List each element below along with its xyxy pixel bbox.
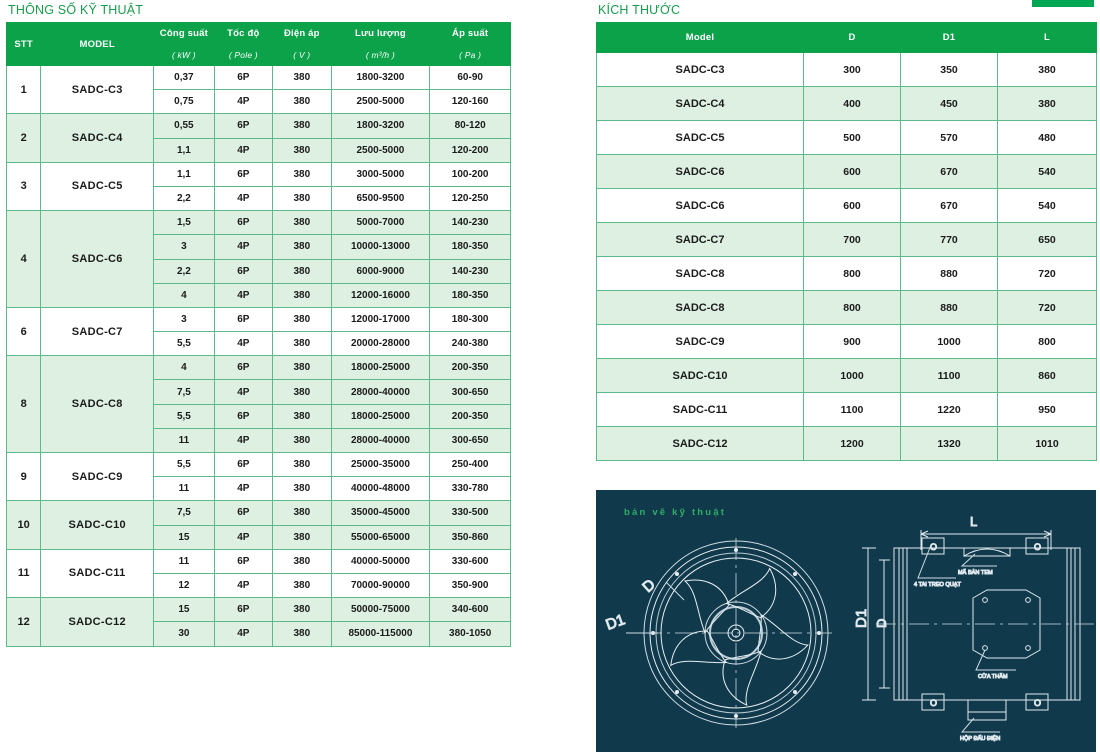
cell-power: 0,37 — [154, 66, 214, 90]
dim-col-d1: D1 — [901, 23, 998, 53]
front-view-drawing — [604, 538, 832, 728]
cell-d1: 570 — [901, 121, 998, 155]
cell-voltage: 380 — [273, 186, 331, 210]
cell-speed: 4P — [214, 573, 272, 597]
cell-power: 5,5 — [154, 332, 214, 356]
table-row — [7, 501, 511, 525]
cell-speed: 4P — [214, 477, 272, 501]
cell-stt: 12 — [7, 598, 41, 646]
cell-d: 800 — [804, 291, 901, 325]
cell-voltage: 380 — [273, 453, 331, 477]
cell-model: SADC-C3 — [41, 66, 154, 114]
cell-d1: 1100 — [901, 359, 998, 393]
cell-pressure: 180-350 — [430, 235, 511, 259]
cell-model: SADC-C4 — [597, 87, 804, 121]
cell-speed: 4P — [214, 235, 272, 259]
cell-d: 500 — [804, 121, 901, 155]
dim-table-head — [597, 23, 1097, 53]
cell-flow: 2500-5000 — [331, 90, 430, 114]
table-row — [7, 162, 511, 186]
spec-unit-speed: ( Pole ) — [214, 45, 272, 66]
cell-voltage: 380 — [273, 380, 331, 404]
cell-voltage: 380 — [273, 283, 331, 307]
cell-pressure: 100-200 — [430, 162, 511, 186]
cell-power: 3 — [154, 307, 214, 331]
cell-pressure: 340-600 — [430, 598, 511, 622]
cell-power: 1,1 — [154, 162, 214, 186]
table-row — [597, 359, 1097, 393]
cell-power: 15 — [154, 525, 214, 549]
spec-col-pressure: Áp suất — [430, 23, 511, 45]
spec-unit-flow: ( m³/h ) — [331, 45, 430, 66]
cell-voltage: 380 — [273, 259, 331, 283]
cell-voltage: 380 — [273, 477, 331, 501]
cell-flow: 20000-28000 — [331, 332, 430, 356]
cell-flow: 28000-40000 — [331, 428, 430, 452]
cell-voltage: 380 — [273, 66, 331, 90]
cell-flow: 6000-9000 — [331, 259, 430, 283]
cell-stt: 3 — [7, 162, 41, 210]
cell-voltage: 380 — [273, 428, 331, 452]
cell-speed: 4P — [214, 138, 272, 162]
cell-model: SADC-C8 — [597, 257, 804, 291]
annotation-hangers: 4 TAI TREO QUẠT — [914, 582, 961, 588]
cell-stt: 2 — [7, 114, 41, 162]
table-row — [597, 291, 1097, 325]
cell-pressure: 80-120 — [430, 114, 511, 138]
cell-power: 2,2 — [154, 186, 214, 210]
cell-model: SADC-C6 — [597, 155, 804, 189]
cell-l: 540 — [998, 155, 1097, 189]
cell-speed: 4P — [214, 90, 272, 114]
cell-power: 5,5 — [154, 404, 214, 428]
cell-flow: 55000-65000 — [331, 525, 430, 549]
cell-d1: 670 — [901, 189, 998, 223]
table-row — [597, 53, 1097, 87]
cell-speed: 6P — [214, 307, 272, 331]
cell-speed: 6P — [214, 66, 272, 90]
spec-col-model: MODEL — [41, 23, 154, 66]
cell-model: SADC-C9 — [41, 453, 154, 501]
cell-stt: 6 — [7, 307, 41, 355]
cell-speed: 4P — [214, 380, 272, 404]
cell-speed: 6P — [214, 114, 272, 138]
cell-power: 30 — [154, 622, 214, 646]
cell-speed: 4P — [214, 283, 272, 307]
cell-model: SADC-C5 — [41, 162, 154, 210]
cell-power: 0,75 — [154, 90, 214, 114]
cell-voltage: 380 — [273, 356, 331, 380]
dim-col-d: D — [804, 23, 901, 53]
cell-d: 800 — [804, 257, 901, 291]
cell-pressure: 60-90 — [430, 66, 511, 90]
table-row — [597, 223, 1097, 257]
svg-text:O: O — [1034, 542, 1042, 552]
table-row — [7, 114, 511, 138]
cell-pressure: 300-650 — [430, 428, 511, 452]
cell-d1: 770 — [901, 223, 998, 257]
cell-voltage: 380 — [273, 525, 331, 549]
cell-l: 650 — [998, 223, 1097, 257]
cell-l: 380 — [998, 87, 1097, 121]
cell-power: 12 — [154, 573, 214, 597]
cell-power: 4 — [154, 283, 214, 307]
cell-speed: 6P — [214, 453, 272, 477]
cell-model: SADC-C12 — [597, 427, 804, 461]
cell-power: 15 — [154, 598, 214, 622]
cell-speed: 6P — [214, 211, 272, 235]
table-row — [7, 307, 511, 331]
cell-voltage: 380 — [273, 162, 331, 186]
dimension-section-title: KÍCH THƯỚC — [598, 3, 681, 17]
cell-speed: 6P — [214, 259, 272, 283]
dimension-table — [596, 22, 1097, 461]
spec-col-stt: STT — [7, 23, 41, 66]
cell-flow: 40000-48000 — [331, 477, 430, 501]
cell-voltage: 380 — [273, 549, 331, 573]
cell-pressure: 120-250 — [430, 186, 511, 210]
cell-d: 700 — [804, 223, 901, 257]
svg-text:O: O — [930, 542, 938, 552]
cell-flow: 40000-50000 — [331, 549, 430, 573]
cell-pressure: 140-230 — [430, 259, 511, 283]
table-row — [597, 121, 1097, 155]
cell-model: SADC-C11 — [41, 549, 154, 597]
table-row — [7, 211, 511, 235]
cell-pressure: 180-350 — [430, 283, 511, 307]
table-row — [597, 155, 1097, 189]
cell-voltage: 380 — [273, 332, 331, 356]
cell-stt: 1 — [7, 66, 41, 114]
cell-flow: 1800-3200 — [331, 66, 430, 90]
cell-l: 860 — [998, 359, 1097, 393]
spec-table-body — [7, 66, 511, 647]
cell-model: SADC-C9 — [597, 325, 804, 359]
cell-d1: 670 — [901, 155, 998, 189]
cell-pressure: 120-160 — [430, 90, 511, 114]
cell-power: 1,1 — [154, 138, 214, 162]
spec-section-title: THÔNG SỐ KỸ THUẬT — [8, 3, 144, 17]
specification-column — [6, 3, 511, 647]
cell-model: SADC-C4 — [41, 114, 154, 162]
table-row — [7, 453, 511, 477]
cell-speed: 6P — [214, 549, 272, 573]
cell-power: 3 — [154, 235, 214, 259]
cell-flow: 1800-3200 — [331, 114, 430, 138]
cell-d1: 880 — [901, 291, 998, 325]
side-view-label-d1: D1 — [853, 608, 870, 628]
cell-pressure: 350-860 — [430, 525, 511, 549]
cell-d: 900 — [804, 325, 901, 359]
table-row — [597, 257, 1097, 291]
cell-l: 1010 — [998, 427, 1097, 461]
cell-speed: 4P — [214, 622, 272, 646]
cell-speed: 4P — [214, 525, 272, 549]
cell-speed: 4P — [214, 186, 272, 210]
cell-pressure: 240-380 — [430, 332, 511, 356]
cell-d1: 880 — [901, 257, 998, 291]
cell-pressure: 300-650 — [430, 380, 511, 404]
cell-power: 0,55 — [154, 114, 214, 138]
cell-d: 600 — [804, 189, 901, 223]
cell-voltage: 380 — [273, 404, 331, 428]
table-row — [7, 356, 511, 380]
cell-voltage: 380 — [273, 90, 331, 114]
cell-power: 4 — [154, 356, 214, 380]
cell-model: SADC-C8 — [41, 356, 154, 453]
cell-voltage: 380 — [273, 622, 331, 646]
spec-col-voltage: Điện áp — [273, 23, 331, 45]
cell-power: 11 — [154, 428, 214, 452]
dim-col-model: Model — [597, 23, 804, 53]
cell-model: SADC-C6 — [597, 189, 804, 223]
dim-table-body — [597, 53, 1097, 461]
cell-speed: 6P — [214, 356, 272, 380]
table-row — [7, 549, 511, 573]
cell-power: 7,5 — [154, 380, 214, 404]
cell-pressure: 140-230 — [430, 211, 511, 235]
cell-flow: 12000-17000 — [331, 307, 430, 331]
cell-model: SADC-C11 — [597, 393, 804, 427]
cell-flow: 35000-45000 — [331, 501, 430, 525]
cell-flow: 6500-9500 — [331, 186, 430, 210]
cell-pressure: 120-200 — [430, 138, 511, 162]
cell-voltage: 380 — [273, 138, 331, 162]
cell-d: 1000 — [804, 359, 901, 393]
cell-flow: 10000-13000 — [331, 235, 430, 259]
spec-unit-power: ( kW ) — [154, 45, 214, 66]
annotation-junction-box: HỘP ĐẤU ĐIỆN — [960, 736, 1001, 742]
table-row — [597, 393, 1097, 427]
cell-model: SADC-C12 — [41, 598, 154, 646]
cell-d: 400 — [804, 87, 901, 121]
cell-d1: 1000 — [901, 325, 998, 359]
table-row — [597, 189, 1097, 223]
cell-model: SADC-C10 — [41, 501, 154, 549]
cell-l: 540 — [998, 189, 1097, 223]
cell-power: 11 — [154, 477, 214, 501]
cell-flow: 25000-35000 — [331, 453, 430, 477]
cell-model: SADC-C10 — [597, 359, 804, 393]
dim-col-l: L — [998, 23, 1097, 53]
cell-voltage: 380 — [273, 501, 331, 525]
cell-l: 480 — [998, 121, 1097, 155]
side-view-drawing — [853, 514, 1096, 742]
cell-voltage: 380 — [273, 211, 331, 235]
spec-unit-pressure: ( Pa ) — [430, 45, 511, 66]
cell-model: SADC-C6 — [41, 211, 154, 308]
cell-speed: 4P — [214, 428, 272, 452]
technical-drawing-panel — [596, 490, 1096, 752]
cell-speed: 6P — [214, 162, 272, 186]
table-row — [7, 66, 511, 90]
front-view-label-d1: D1 — [603, 611, 628, 634]
spec-col-speed: Tốc độ — [214, 23, 272, 45]
annotation-nameplate: MÃ BẢN TEM — [958, 570, 993, 576]
cell-pressure: 350-900 — [430, 573, 511, 597]
cell-l: 800 — [998, 325, 1097, 359]
cell-voltage: 380 — [273, 573, 331, 597]
cell-pressure: 330-780 — [430, 477, 511, 501]
table-row — [597, 427, 1097, 461]
cell-stt: 4 — [7, 211, 41, 308]
cell-flow: 2500-5000 — [331, 138, 430, 162]
annotation-access-door: CỬA THĂM — [978, 674, 1008, 680]
cell-stt: 8 — [7, 356, 41, 453]
cell-speed: 6P — [214, 501, 272, 525]
cell-l: 380 — [998, 53, 1097, 87]
cell-power: 7,5 — [154, 501, 214, 525]
cell-flow: 3000-5000 — [331, 162, 430, 186]
spec-unit-voltage: ( V ) — [273, 45, 331, 66]
cell-d1: 1320 — [901, 427, 998, 461]
spec-col-flow: Lưu lượng — [331, 23, 430, 45]
cell-flow: 50000-75000 — [331, 598, 430, 622]
cell-d: 600 — [804, 155, 901, 189]
spec-header-row — [7, 23, 511, 45]
cell-l: 720 — [998, 291, 1097, 325]
cell-pressure: 250-400 — [430, 453, 511, 477]
cell-power: 2,2 — [154, 259, 214, 283]
spec-table-head — [7, 23, 511, 66]
cell-power: 11 — [154, 549, 214, 573]
cell-flow: 18000-25000 — [331, 356, 430, 380]
cell-model: SADC-C8 — [597, 291, 804, 325]
cell-pressure: 180-300 — [430, 307, 511, 331]
cell-speed: 6P — [214, 404, 272, 428]
cell-pressure: 330-500 — [430, 501, 511, 525]
cell-model: SADC-C7 — [41, 307, 154, 355]
cell-d: 1100 — [804, 393, 901, 427]
cell-pressure: 200-350 — [430, 356, 511, 380]
table-row — [7, 598, 511, 622]
cell-flow: 12000-16000 — [331, 283, 430, 307]
cell-speed: 4P — [214, 332, 272, 356]
cell-l: 720 — [998, 257, 1097, 291]
cell-d: 1200 — [804, 427, 901, 461]
cell-d1: 350 — [901, 53, 998, 87]
dim-header-row — [597, 23, 1097, 53]
cell-voltage: 380 — [273, 307, 331, 331]
svg-text:O: O — [1034, 698, 1042, 708]
specification-table — [6, 22, 511, 647]
cell-speed: 6P — [214, 598, 272, 622]
drawing-svg — [596, 490, 1096, 752]
cell-d1: 1220 — [901, 393, 998, 427]
table-row — [597, 87, 1097, 121]
cell-voltage: 380 — [273, 598, 331, 622]
drawing-caption: bản vẽ kỹ thuật — [624, 507, 727, 518]
cell-flow: 85000-115000 — [331, 622, 430, 646]
cell-d1: 450 — [901, 87, 998, 121]
front-view-label-d: D — [639, 576, 659, 596]
cell-pressure: 200-350 — [430, 404, 511, 428]
cell-flow: 5000-7000 — [331, 211, 430, 235]
cell-stt: 9 — [7, 453, 41, 501]
table-row — [597, 325, 1097, 359]
side-view-label-l: L — [970, 514, 978, 529]
cell-model: SADC-C5 — [597, 121, 804, 155]
cell-flow: 70000-90000 — [331, 573, 430, 597]
cell-flow: 18000-25000 — [331, 404, 430, 428]
svg-text:O: O — [930, 698, 938, 708]
cell-stt: 11 — [7, 549, 41, 597]
cell-power: 5,5 — [154, 453, 214, 477]
cell-stt: 10 — [7, 501, 41, 549]
cell-power: 1,5 — [154, 211, 214, 235]
dimension-column — [596, 3, 1096, 461]
cell-voltage: 380 — [273, 235, 331, 259]
cell-l: 950 — [998, 393, 1097, 427]
side-view-label-d: D — [874, 618, 889, 628]
cell-model: SADC-C3 — [597, 53, 804, 87]
cell-pressure: 330-600 — [430, 549, 511, 573]
cell-model: SADC-C7 — [597, 223, 804, 257]
cell-flow: 28000-40000 — [331, 380, 430, 404]
spec-col-power: Công suất — [154, 23, 214, 45]
cell-pressure: 380-1050 — [430, 622, 511, 646]
cell-d: 300 — [804, 53, 901, 87]
cell-voltage: 380 — [273, 114, 331, 138]
